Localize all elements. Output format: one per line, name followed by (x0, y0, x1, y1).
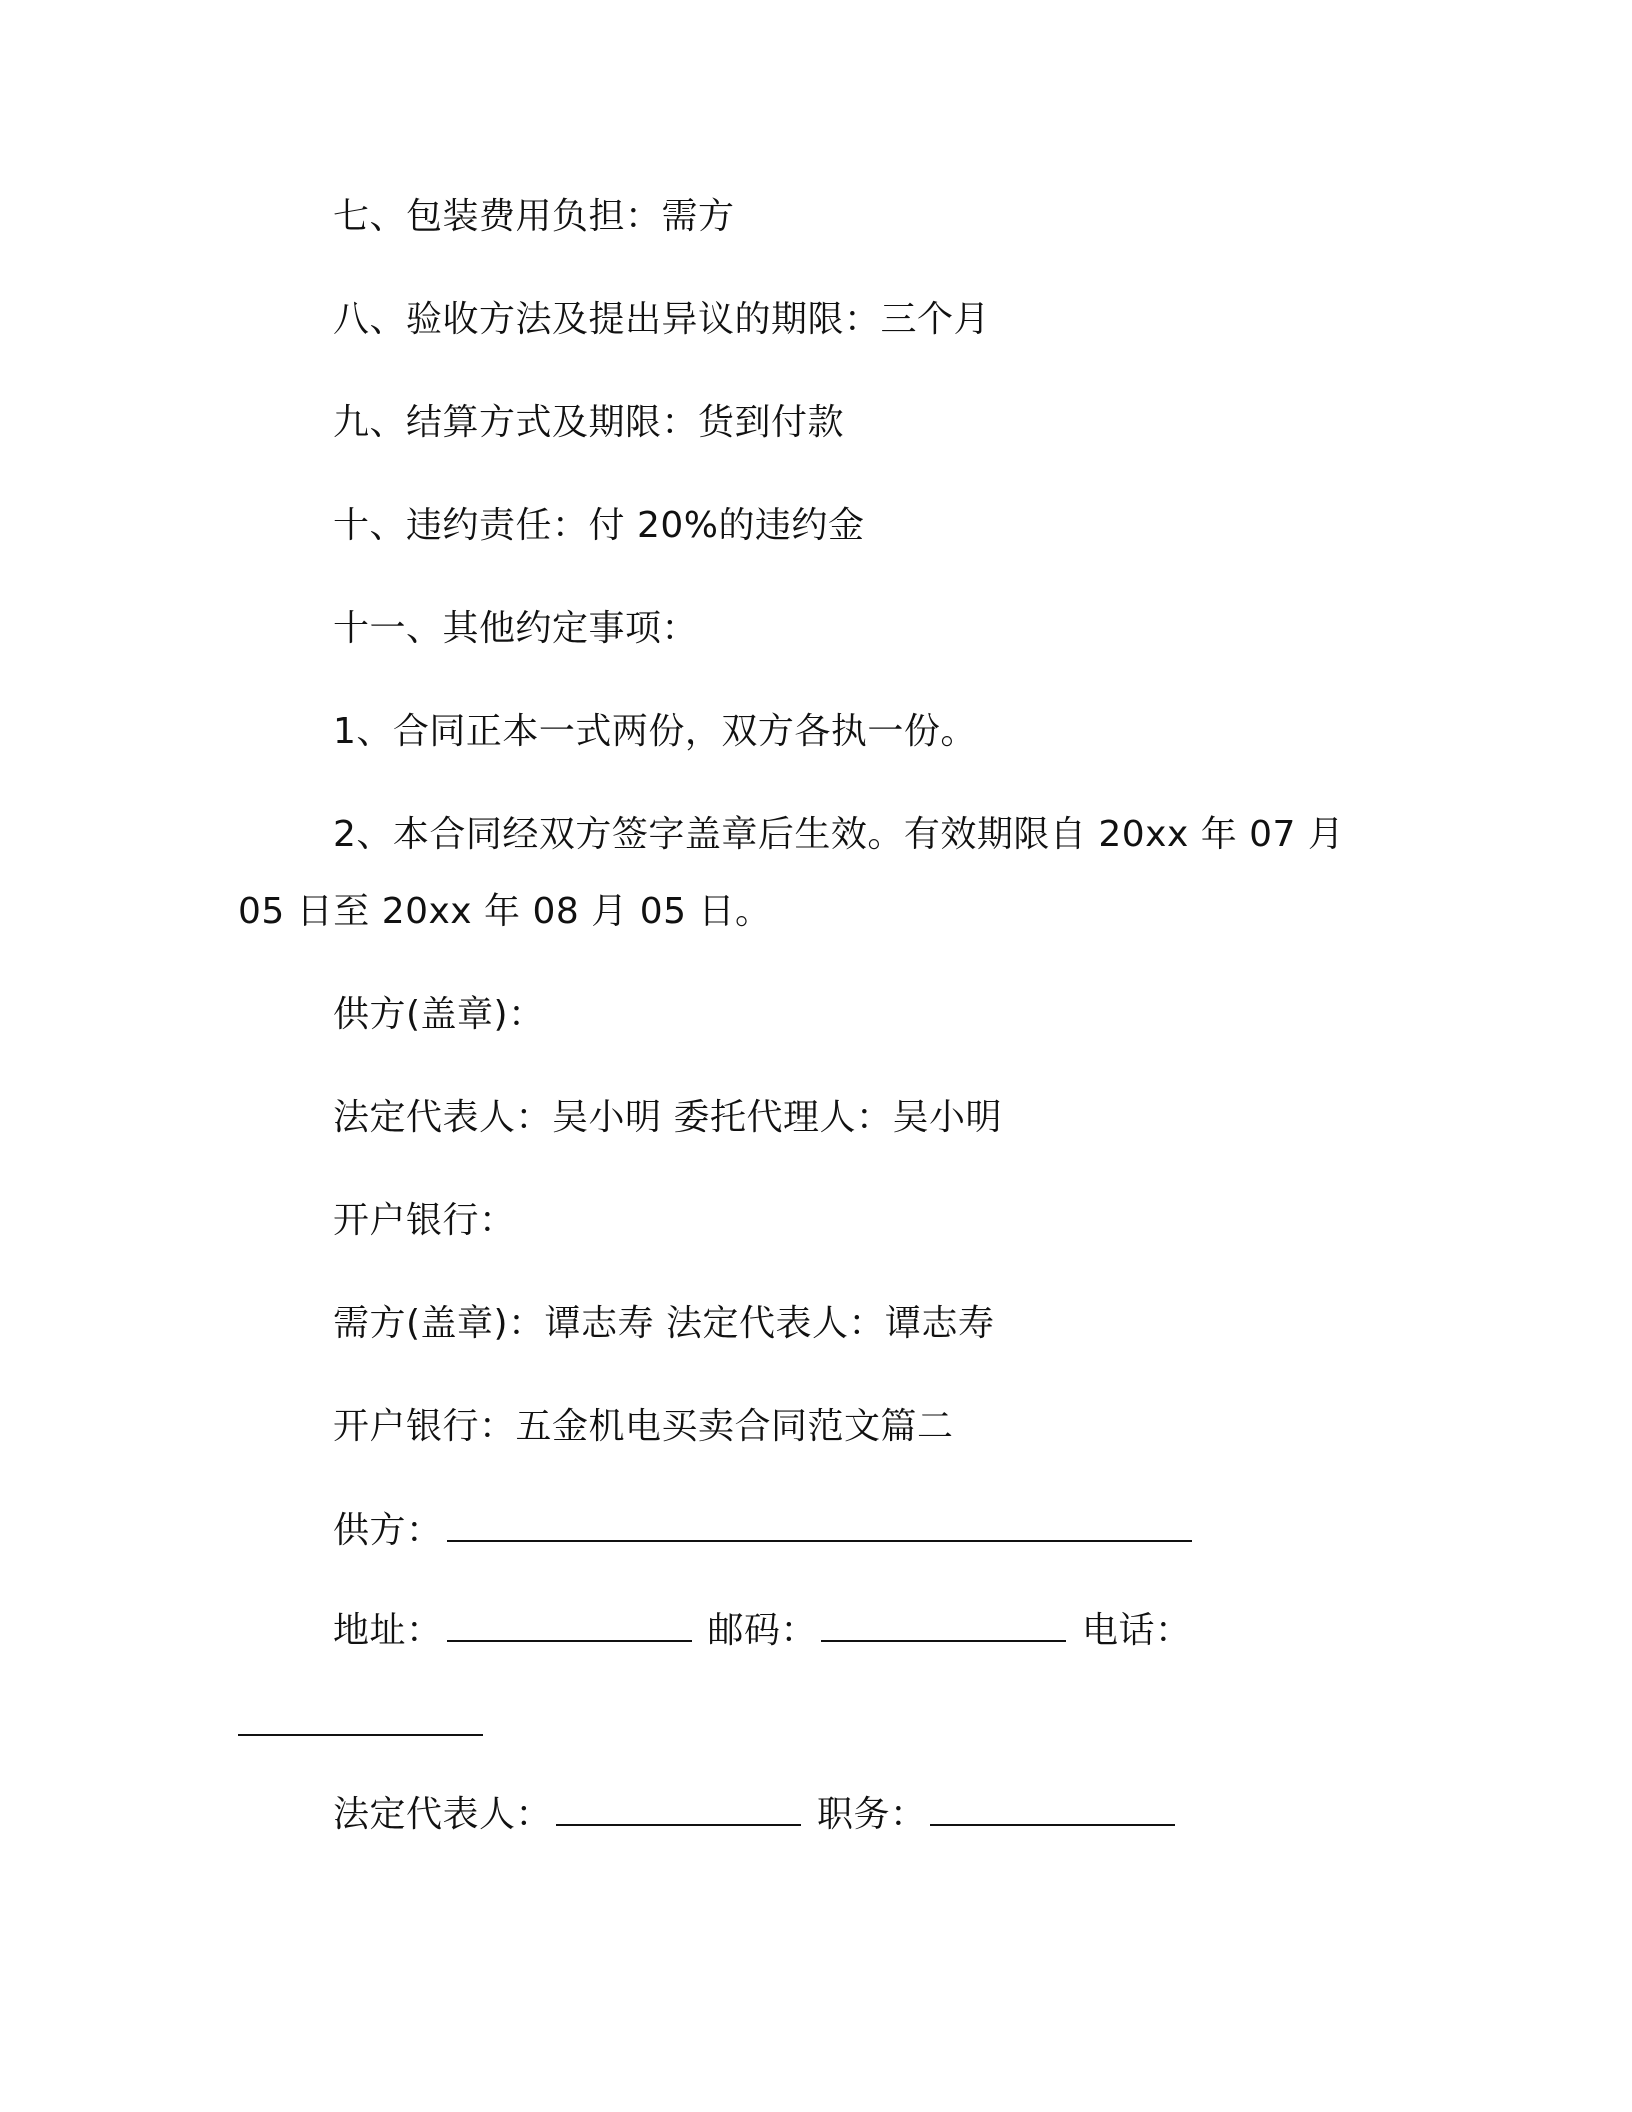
supplier-representatives-line: 法定代表人：吴小明 委托代理人：吴小明 (333, 1097, 1002, 1138)
clause-11-item-1: 1、合同正本一式两份，双方各执一份。 (333, 711, 977, 752)
legal-rep-blank (556, 1792, 801, 1826)
supplier-blank (447, 1508, 1192, 1542)
supplier-label: 供方： (333, 1510, 443, 1551)
postcode-blank (821, 1608, 1066, 1642)
phone-label: 电话： (1081, 1610, 1192, 1651)
clause-10: 十、违约责任：付 20%的违约金 (333, 505, 865, 546)
supplier-bank-line: 开户银行： (333, 1200, 516, 1241)
form-legal-rep-row (333, 1792, 1179, 1836)
position-label: 职务： (816, 1794, 927, 1835)
clause-8: 八、验收方法及提出异议的期限：三个月 (333, 299, 991, 340)
clause-9: 九、结算方式及期限：货到付款 (333, 402, 845, 443)
address-label: 地址： (333, 1610, 443, 1651)
clause-7: 七、包装费用负担：需方 (333, 196, 735, 237)
legal-rep-label: 法定代表人： (333, 1794, 553, 1835)
postcode-label: 邮码： (707, 1610, 817, 1651)
clause-11-item-2-continued: 05 日至 20xx 年 08 月 05 日。 (238, 891, 772, 932)
buyer-seal-line: 需方(盖章)：谭志寿 法定代表人：谭志寿 (333, 1303, 995, 1344)
supplier-seal-line: 供方(盖章)： (333, 994, 545, 1035)
form-supplier-row (333, 1508, 1196, 1552)
clause-11-item-2: 2、本合同经双方签字盖章后生效。有效期限自 20xx 年 07 月 (333, 814, 1345, 855)
buyer-bank-line: 开户银行：五金机电买卖合同范文篇二 (333, 1406, 954, 1447)
clause-11-heading: 十一、其他约定事项： (333, 608, 699, 649)
phone-blank (238, 1702, 483, 1736)
position-blank (930, 1792, 1175, 1826)
form-contact-row (333, 1608, 1191, 1652)
form-phone-continued (238, 1702, 487, 1746)
address-blank (447, 1608, 692, 1642)
